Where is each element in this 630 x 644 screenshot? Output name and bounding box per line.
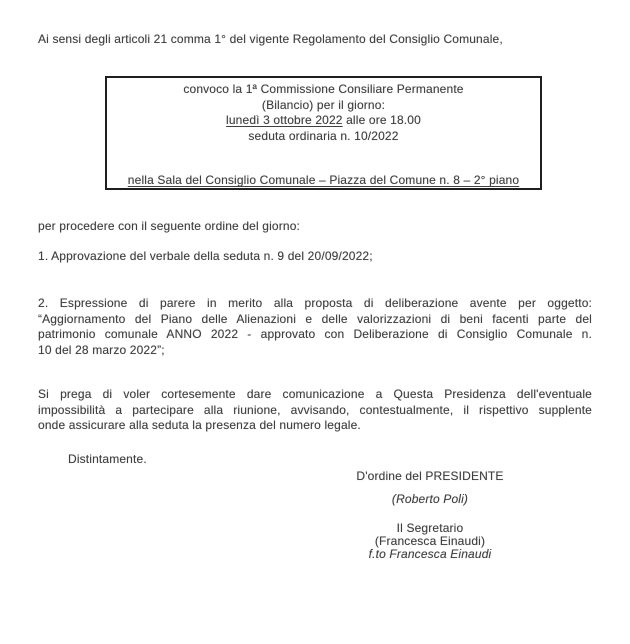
notice-box-content — [107, 78, 540, 188]
notice-line-bilancio: (Bilancio) per il giorno: — [261, 97, 386, 112]
president-title: D'ordine del PRESIDENTE — [356, 469, 504, 483]
meeting-time: alle ore 18.00 — [342, 113, 421, 127]
agenda-item-2-line-1: 2. Espressione di parere in merito alla proposta di deliberazione avente per oggetto: — [38, 296, 592, 310]
secretary-signature-block — [300, 522, 560, 561]
notice-line-date — [107, 113, 540, 129]
closing-line-1: Si prega di voler cortesemente dare comunicazione a Questa Presidenza dell'eventuale — [38, 387, 592, 401]
agenda-item-2-line-3: patrimonio comunale ANNO 2022 - approvato con Deliberazione di Consiglio Comunale n. — [38, 327, 592, 341]
convocation-notice-box — [105, 76, 542, 190]
president-signature-block — [300, 469, 560, 507]
meeting-date-underlined: lunedì 3 ottobre 2022 — [226, 113, 343, 127]
agenda-intro: per procedere con il seguente ordine del giorno: — [38, 219, 301, 233]
closing-line-2: impossibilità a partecipare alla riunione, avvisando, contestualmente, il rispettivo supplente — [38, 402, 592, 417]
notice-line-session: seduta ordinaria n. 10/2022 — [248, 128, 399, 143]
president-name: (Roberto Poli) — [391, 491, 469, 506]
agenda-item-2 — [38, 296, 592, 358]
agenda-item-1: 1. Approvazione del verbale della seduta n. 9 del 20/09/2022; — [38, 249, 373, 263]
secretary-name: (Francesca Einaudi) — [374, 534, 486, 548]
agenda-item-2-line-2: “Aggiornamento del Piano delle Alienazioni e delle valorizzazioni di beni facenti parte del — [38, 311, 592, 326]
notice-line-commission: convoco la 1ª Commissione Consiliare Permanente — [183, 82, 464, 96]
salutation: Distintamente. — [68, 452, 147, 466]
intro-paragraph: Ai sensi degli articoli 21 comma 1° del vigente Regolamento del Consiglio Comunale, — [38, 32, 503, 46]
agenda-item-2-line-4: 10 del 28 marzo 2022”; — [38, 342, 165, 357]
secretary-signed: f.to Francesca Einaudi — [368, 547, 492, 561]
meeting-location: nella Sala del Consiglio Comunale – Piazza del Comune n. 8 – 2° piano — [127, 173, 520, 187]
secretary-title: Il Segretario — [396, 521, 464, 535]
closing-paragraph — [38, 387, 592, 434]
closing-line-3: onde assicurare alla seduta la presenza del numero legale. — [38, 418, 361, 432]
